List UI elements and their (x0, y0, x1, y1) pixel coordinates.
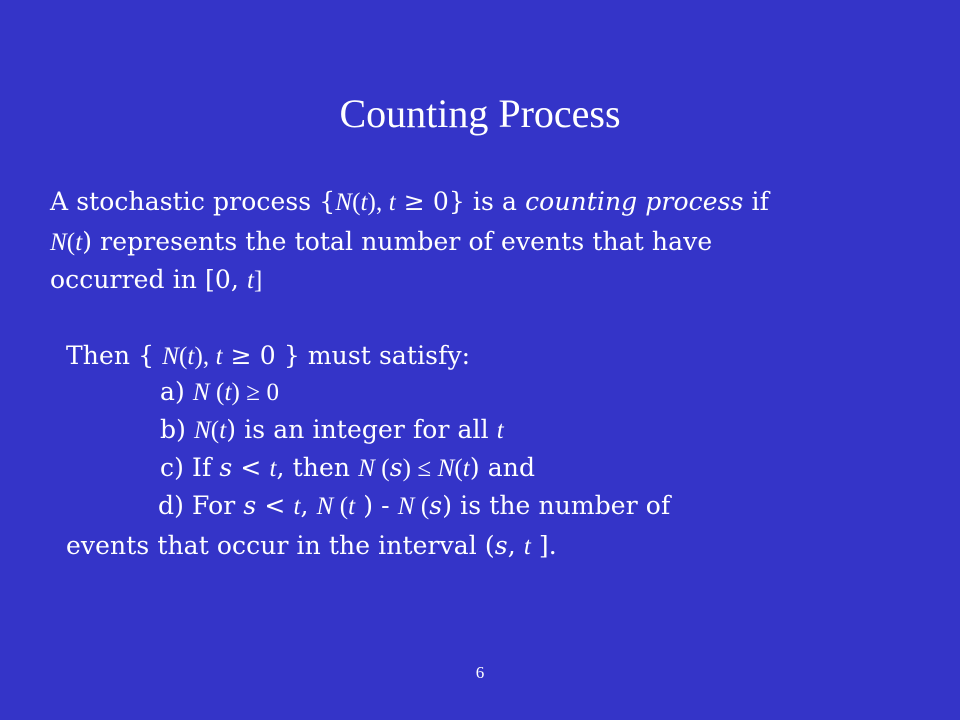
text-italic: t (219, 417, 227, 444)
text-italic: t (187, 343, 195, 370)
text-italic: t (75, 229, 83, 256)
text: b) (160, 415, 195, 444)
condition-a (160, 374, 279, 411)
term-counting-process: counting process (525, 187, 744, 216)
text: ] (254, 267, 263, 294)
text: ]. (530, 531, 557, 560)
text: ( (454, 455, 463, 482)
conditions-intro (66, 338, 470, 375)
text: ) ≤ (402, 455, 438, 482)
text-italic: t (360, 189, 368, 216)
text: ( (178, 343, 188, 370)
text-italic: N (335, 189, 353, 216)
text: ( (352, 189, 361, 216)
slide-title: Counting Process (339, 91, 621, 136)
text-italic: t (293, 493, 301, 520)
text-italic: s (429, 491, 443, 520)
text-italic: N (397, 493, 415, 520)
text-italic: s (389, 453, 403, 482)
text: a) (160, 377, 193, 406)
text-italic: t (247, 267, 255, 294)
text: , then (276, 453, 359, 482)
text-italic: s (494, 531, 508, 560)
text: ), (367, 189, 389, 216)
text-italic: t (269, 455, 277, 482)
condition-d (158, 488, 670, 525)
page-number: 6 (475, 663, 485, 682)
text: ) is the number of (442, 491, 671, 520)
text: ( (333, 493, 349, 520)
text-italic: N (358, 455, 375, 482)
text: occurred in [0, (50, 265, 247, 294)
text: , (300, 491, 317, 520)
text-italic: t (224, 379, 232, 406)
text: ( (414, 493, 430, 520)
text-italic: N (194, 417, 211, 444)
text-italic: t (523, 533, 531, 560)
text: A stochastic process { (50, 187, 336, 216)
text-italic: N (162, 343, 179, 370)
text: ) represents the total number of events that have (82, 227, 713, 256)
text-italic: t (496, 417, 504, 444)
text: c) If (160, 453, 220, 482)
text-italic: t (348, 493, 356, 520)
text: ( (66, 229, 76, 256)
text-italic: t (215, 343, 223, 370)
text: ( (209, 379, 225, 406)
text: ≥ 0} is a (395, 187, 526, 216)
text: < (232, 453, 270, 482)
condition-b (160, 412, 504, 449)
condition-d-continued (66, 528, 557, 565)
text: ( (374, 455, 390, 482)
text: Then { (66, 341, 163, 370)
text-italic: N (437, 455, 455, 482)
condition-c (160, 450, 535, 487)
text: ) and (469, 453, 536, 482)
text-italic: N (50, 229, 67, 256)
text: ( (210, 417, 220, 444)
text-italic: t (388, 189, 396, 216)
text: if (743, 187, 769, 216)
definition-line-3 (50, 262, 262, 299)
text: ) is an integer for all (226, 415, 497, 444)
text: , (507, 531, 524, 560)
text: events that occur in the interval ( (66, 531, 495, 560)
text-italic: N (316, 493, 334, 520)
text-italic: s (219, 453, 233, 482)
text: ), (194, 343, 216, 370)
text-italic: N (192, 379, 210, 406)
definition-line-2 (50, 224, 712, 261)
text: < (256, 491, 294, 520)
text: ) - (355, 491, 398, 520)
text: d) For (158, 491, 244, 520)
text-italic: s (243, 491, 257, 520)
text: ≥ 0 } must satisfy: (222, 341, 471, 370)
text-italic: t (462, 455, 470, 482)
text: ) ≥ 0 (231, 379, 280, 406)
definition-line-1 (50, 184, 769, 221)
